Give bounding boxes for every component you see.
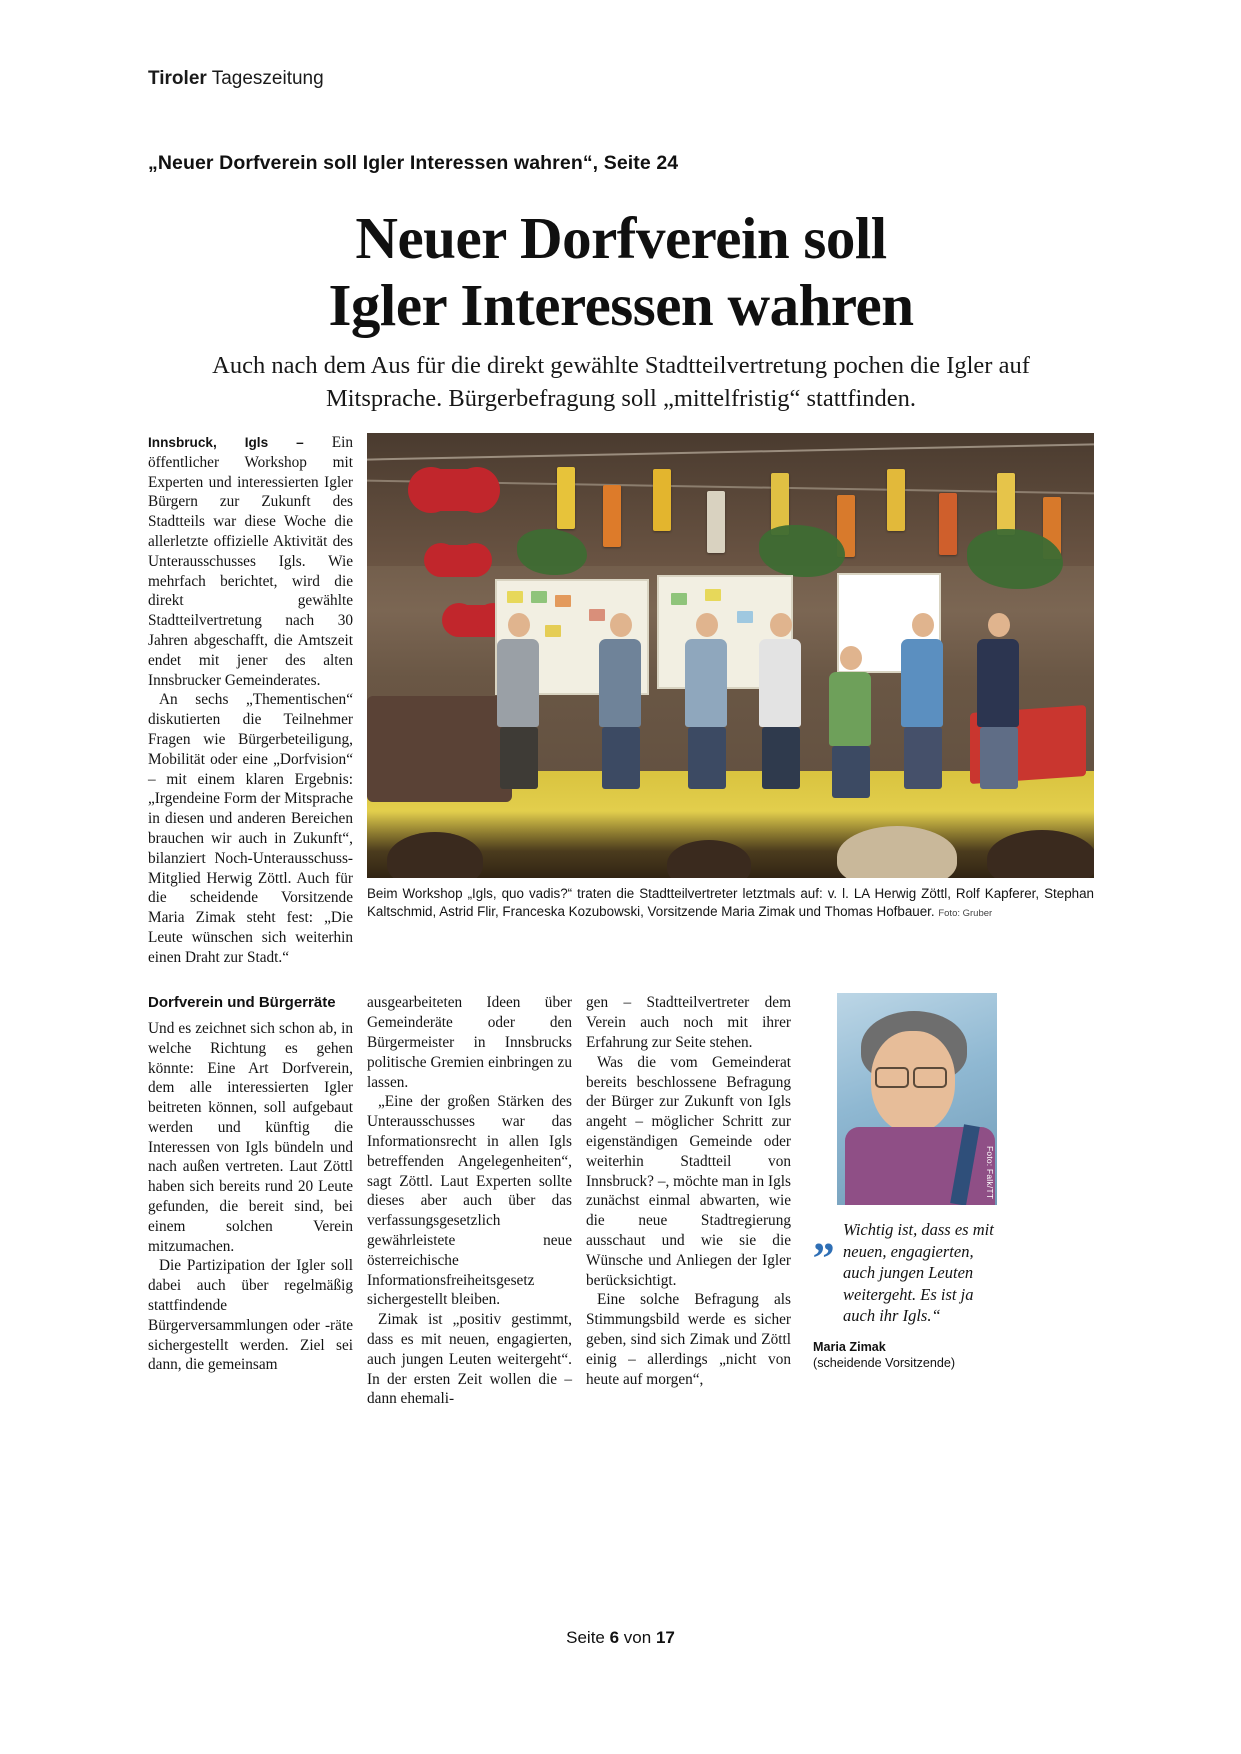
- person-legs: [980, 727, 1018, 789]
- quote-mark-icon: „: [813, 1211, 835, 1261]
- person-head: [912, 613, 934, 637]
- masthead: [148, 68, 324, 90]
- article-column-3: [586, 993, 791, 1389]
- person-body: [497, 639, 539, 727]
- pinboard-note: [507, 591, 523, 603]
- lead-paragraph-1-text: Ein öffentlicher Workshop mit Experten und interessierten Igler Bürgern zur Zukunft des Stadtteils war diese Woche die allerletzte offizielle Aktivität des Unterausschusses Igls. Wie mehrfach berichtet, wird die direkt gewählte Stadtteilvertretung nach 30 Jahren abgeschafft, die Amtszeit endet mit jener des alten Innsbrucker Gemeinderates.: [148, 433, 353, 689]
- pinboard-note: [705, 589, 721, 601]
- person-head: [696, 613, 718, 637]
- paper-tag-9: [997, 473, 1015, 535]
- column-3-paragraph-3: Eine solche Befragung als Stimmungsbild werde es sicher geben, sind sich Zimak und Zöttl einig – allerdings „nicht von heute auf morgen“,: [586, 1291, 791, 1388]
- person-franceska-kozubowski: [829, 646, 873, 798]
- article-photo-column: [367, 433, 1094, 921]
- article-headline: [148, 205, 1094, 338]
- portrait-glasses-right: [913, 1067, 947, 1088]
- article-column-2: [367, 993, 572, 1409]
- person-body: [759, 639, 801, 727]
- masthead-brand: Tiroler: [148, 68, 207, 89]
- paper-tag-2: [603, 485, 621, 547]
- headline-line-1: Neuer Dorfverein soll: [355, 205, 887, 271]
- column-1-paragraph-1: Und es zeichnet sich schon ab, in welche Richtung es gehen könnte: Eine Art Dorfverein, dem alle interessierten Igler beitreten können, soll aufgebaut werden und künftig die Interessen von Igls bündeln und nach außen vertreten. Laut Zöttl haben sich bereits rund 20 Leute gefunden, die bereit sind, bei einem solchen Verein mitzumachen.: [148, 1019, 353, 1255]
- heart-decoration-1: [431, 469, 477, 511]
- person-legs: [500, 727, 538, 789]
- person-body: [599, 639, 641, 727]
- footer-middle: von: [619, 1628, 656, 1647]
- column-2-paragraph-3: Zimak ist „positiv gestimmt, dass es mit neuen, engagierten, auch jungen Leuten weitergeht“. In der ersten Zeit wollen die – dann ehemali-: [367, 1311, 572, 1408]
- workshop-photo: [367, 433, 1094, 878]
- portrait-glasses-left: [875, 1067, 909, 1088]
- pinboard-note: [531, 591, 547, 603]
- newspaper-clipping: [148, 205, 1094, 1409]
- person-legs: [832, 746, 870, 798]
- pinboard-note: [737, 611, 753, 623]
- person-head: [840, 646, 862, 670]
- article-top-block: [148, 433, 1094, 968]
- paper-tag-8: [939, 493, 957, 555]
- person-head: [610, 613, 632, 637]
- footer-prefix: Seite: [566, 1628, 610, 1647]
- person-body: [829, 672, 871, 746]
- person-body: [977, 639, 1019, 727]
- person-maria-zimak: [901, 613, 945, 789]
- heart-decoration-2: [441, 545, 475, 577]
- photo-credit: Foto: Gruber: [938, 908, 993, 920]
- person-astrid-flir: [759, 613, 803, 789]
- article-bottom-block: [148, 993, 1094, 1409]
- heart-decoration-3: [459, 605, 493, 637]
- pinboard-note: [671, 593, 687, 605]
- column-1-paragraph-2: Die Partizipation der Igler soll dabei auch über regelmäßig stattfindende Bürgerversammlungen oder -räte sichergestellt werden. Ziel sei dann, die gemeinsam: [148, 1257, 353, 1374]
- person-head: [508, 613, 530, 637]
- column-2-paragraph-1: ausgearbeiteten Ideen über Gemeinderäte oder den Bürgermeister in Innsbrucks politische Gremien einbringen zu lassen.: [367, 994, 572, 1091]
- pinboard-note: [555, 595, 571, 607]
- column-3-paragraph-1: gen – Stadtteilvertreter dem Verein auch noch mit ihrer Erfahrung zur Seite stehen.: [586, 994, 791, 1052]
- footer-page-number: 6: [609, 1628, 620, 1647]
- person-body: [685, 639, 727, 727]
- person-stephan-kaltschmid: [685, 613, 729, 789]
- person-head: [770, 613, 792, 637]
- person-head: [988, 613, 1010, 637]
- headline-line-2: Igler Interessen wahren: [328, 271, 914, 338]
- paper-tag-1: [557, 467, 575, 529]
- article-subheadline: Auch nach dem Aus für die direkt gewählte Stadtteilvertretung pochen die Igler auf Mitsprache. Bürgerbefragung soll „mittelfristig“ stattfinden.: [212, 352, 1030, 412]
- paper-tag-7: [887, 469, 905, 531]
- person-thomas-hofbauer: [977, 613, 1021, 789]
- masthead-suffix: Tageszeitung: [206, 68, 324, 89]
- pull-quote-author-name: Maria Zimak: [813, 1339, 886, 1354]
- audience-head-4: [987, 830, 1094, 878]
- person-body: [901, 639, 943, 727]
- person-legs: [762, 727, 800, 789]
- pull-quote: [813, 1211, 998, 1326]
- person-legs: [904, 727, 942, 789]
- column-3-paragraph-2: Was die vom Gemeinderat bereits beschlossene Befragung der Bürger zur Zukunft von Igls angeht – möglicher Schritt zur eigenständigen Gemeinde oder weiterhin Stadtteil von Innsbruck? –, möchte man in Igls zunächst einmal abwarten, wie die neue Stadtregierung ausschaut und wie sie die Wünsche und Anliegen der Igler berücksichtigt.: [586, 1053, 791, 1289]
- portrait-photo-maria-zimak: [837, 993, 997, 1205]
- photo-caption-text: Beim Workshop „Igls, quo vadis?“ traten die Stadtteilvertreter letztmals auf: v. l. LA Herwig Zöttl, Rolf Kapferer, Stephan Kaltschmid, Astrid Flir, Franceska Kozubowski, Vorsitzende Maria Zimak und Thomas Hofbauer.: [367, 885, 1094, 920]
- pull-quote-author-role: (scheidende Vorsitzende): [813, 1356, 956, 1371]
- sofa: [367, 696, 512, 803]
- lead-paragraph-2: An sechs „Thementischen“ diskutierten die Teilnehmer Fragen wie Bürgerbeteiligung, Mobilität oder eine „Dorfvision“ – mit einem klaren Ergebnis: „Irgendeine Form der Mitsprache in diesen und anderen Bereichen brauchen wir auch in Zukunft“, bilanziert Noch-Unterausschuss-Mitglied Herwig Zöttl. Auch für die scheidende Vorsitzende Maria Zimak steht fest: „Die Leute wünschen sich weiterhin einen Draht zur Stadt.“: [148, 691, 353, 966]
- person-herwig-zoettl: [497, 613, 541, 789]
- photo-caption: [367, 885, 1094, 921]
- person-legs: [602, 727, 640, 789]
- page-title: „Neuer Dorfverein soll Igler Interessen wahren“, Seite 24: [148, 152, 679, 174]
- paper-tag-3: [653, 469, 671, 531]
- pull-quote-attribution: [813, 1339, 998, 1372]
- section-heading: Dorfverein und Bürgerräte: [148, 994, 336, 1012]
- portrait-credit: Foto: Falk/TT: [985, 1146, 995, 1200]
- pull-quote-text: Wichtig ist, dass es mit neuen, engagierten, auch jungen Leuten weitergeht. Es ist ja auch ihr Igls.“: [843, 1220, 994, 1326]
- dateline: Innsbruck, Igls –: [148, 434, 304, 450]
- lead-paragraph-1: [148, 433, 353, 690]
- footer-total-pages: 17: [655, 1628, 675, 1647]
- pinboard-note: [545, 625, 561, 637]
- page-footer: [0, 1628, 1241, 1648]
- column-2-paragraph-2: „Eine der großen Stärken des Unterausschusses war das Informationsrecht in allen Igls betreffenden Angelegenheiten“, sagt Zöttl. Laut Experten sollte dieses aber auch über das verfassungsgesetzlich gewährleistete neue österreichische Informationsfreiheitsgesetz sichergestellt bleiben.: [367, 1093, 572, 1309]
- person-legs: [688, 727, 726, 789]
- article-side-column: [813, 993, 998, 1371]
- article-column-1: [148, 993, 353, 1375]
- article-lead-column: [148, 433, 353, 968]
- paper-tag-4: [707, 491, 725, 553]
- person-rolf-kapferer: [599, 613, 643, 789]
